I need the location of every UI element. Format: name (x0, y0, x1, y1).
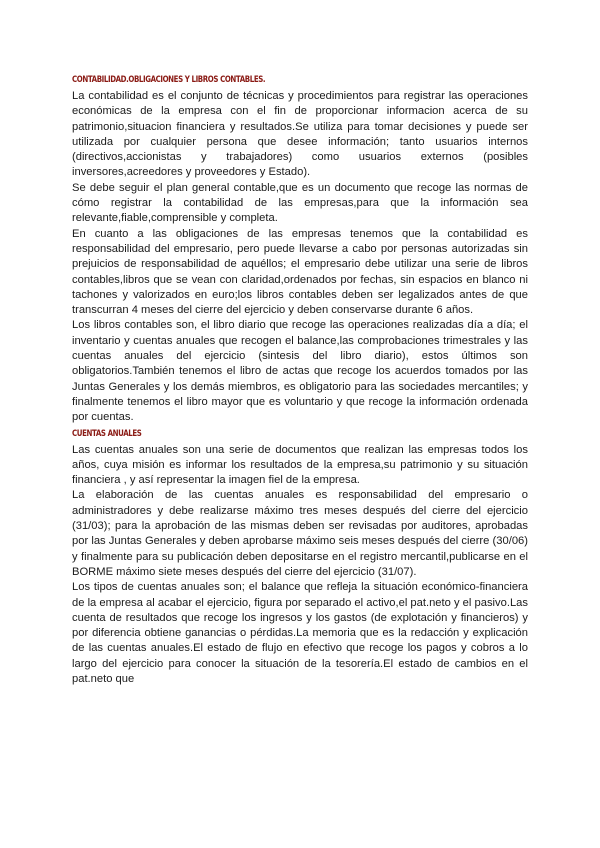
paragraph: Se debe seguir el plan general contable,que es un documento que recoge las normas de cómo registrar la contabilidad de las empresas,para que la información sea relevante,fiable,comprensible y completa. (72, 181, 528, 225)
paragraph: Los tipos de cuentas anuales son; el balance que refleja la situación económico-financiera de la empresa al acabar el ejercicio, figura por separado el activo,el pat.neto y el pasivo.Las cuenta de resultados que recoge los ingresos y los gastos (de explotación y financieros) y por diferencia obtiene ganancias o pérdidas.La memoria que es la redacción y explicación de las cuentas anuales.El estado de flujo en efectivo que recoge los pagos y cobros a lo largo del ejercicio para conocer la situación de la tesorería.El estado de cambios en el pat.neto que (72, 581, 528, 685)
section-heading-contabilidad: CONTABILIDAD.OBLIGACIONES Y LIBROS CONTABLES. (72, 75, 266, 85)
paragraph: La elaboración de las cuentas anuales es responsabilidad del empresario o administradores y debe realizarse máximo tres meses después del cierre del ejercicio (31/03); para la aprobación de las mismas deben ser revisadas por auditores, aprobadas por las Juntas Generales y deben aprobarse máximo seis meses después del cierre (30/06) y finalmente para su publicación deben depositarse en el registro mercantil,publicarse en el BORME máximo siete meses después del cierre del ejercicio (31/07). (72, 489, 528, 578)
document-page (72, 72, 528, 687)
paragraph: Las cuentas anuales son una serie de documentos que realizan las empresas todos los años, cuya misión es informar los resultados de la empresa,su patrimonio y su situación financiera , y así representar la imagen fiel de la empresa. (72, 443, 528, 487)
paragraph: En cuanto a las obligaciones de las empresas tenemos que la contabilidad es responsabilidad del empresario, pero puede llevarse a cabo por personas autorizadas sin prejuicios de responsabilidad de aquéllos; el empresario debe utilizar una serie de libros contables,libros que se vean con claridad,ordenados por fechas, sin espacios en blanco ni tachones y valorizados en euro;los libros contables deben ser legalizados antes de que transcurran 4 meses del cierre del ejercicio y deben conservarse durante 6 años. (72, 227, 528, 317)
section-heading-cuentas-anuales: CUENTAS ANUALES (72, 428, 142, 439)
paragraph: La contabilidad es el conjunto de técnicas y procedimientos para registrar las operaciones económicas de la empresa con el fin de proporcionar informacion acerca de su patrimonio,situacion financiera y resultados.Se utiliza para tomar decisiones y puede ser utilizada por cualquier persona que desee información; tanto usuarios internos (directivos,accionistas y trabajadores) como usuarios externos (posibles inversores,acreedores y proveedores y Estado). (72, 90, 528, 179)
paragraph: Los libros contables son, el libro diario que recoge las operaciones realizadas día a día; el inventario y cuentas anuales que recogen el balance,las comprobaciones trimestrales y las cuentas anuales del ejercicio (sintesis del libro diario), estos últimos son obligatorios.También tenemos el libro de actas que recoge los acuerdos tomados por las Juntas Generales y los demás miembros, es obligatorio para las sociedades mercantiles; y finalmente tenemos el libro mayor que es voluntario y que recoge la información ordenada por cuentas. (72, 319, 528, 424)
